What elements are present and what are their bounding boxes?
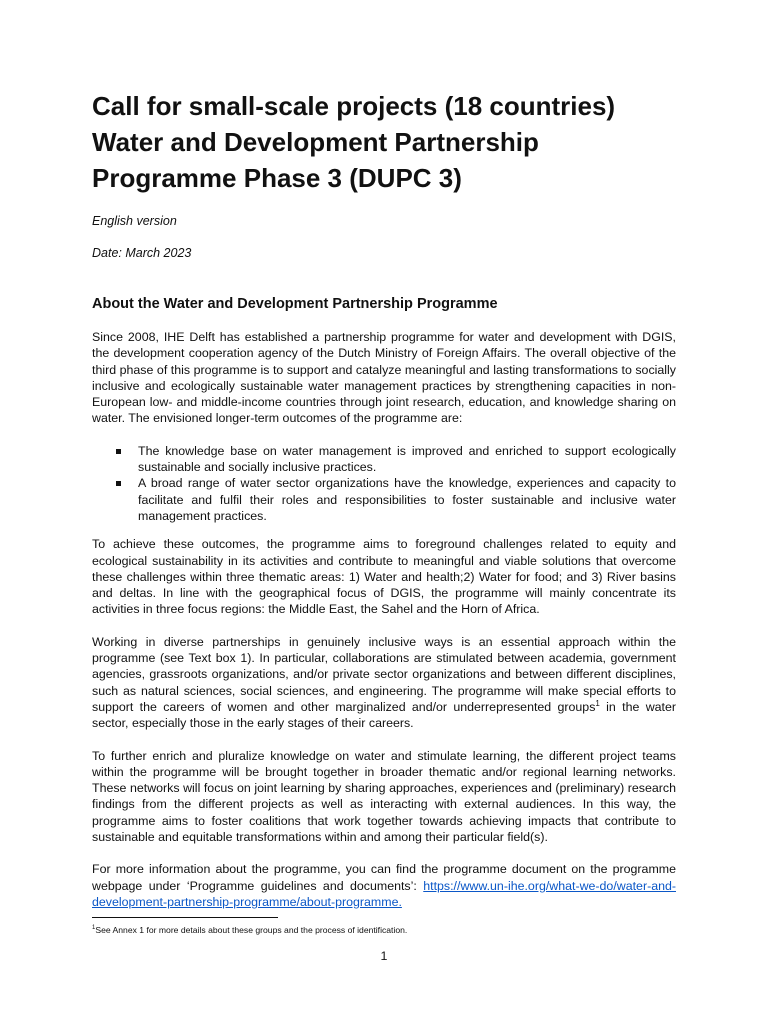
document-page xyxy=(92,88,676,910)
version-label: English version xyxy=(92,214,177,228)
title-line-2: Water and Development Partnership xyxy=(92,127,539,157)
partnerships-text: Working in diverse partnerships in genuinely inclusive ways is an essential approach within the programme (see Text box 1). In particular, collaborations are stimulated between academia, government agencies, grassroots organizations, and/or private sector organizations and between different disciplines, such as natural sciences, social sciences, and engineering. The programme will make special efforts to support the careers of women and other marginalized and/or underrepresented groups xyxy=(92,634,676,714)
footnote xyxy=(92,925,676,936)
page-number: 1 xyxy=(380,949,388,963)
more-info-text: For more information about the programme, you can find the programme document on the programme webpage under ‘Programme guidelines and documents’: xyxy=(92,862,676,893)
list-item xyxy=(138,475,676,524)
footnote-reference[interactable]: 1 xyxy=(595,698,600,708)
list-item xyxy=(138,443,676,476)
bullet-square-icon xyxy=(116,449,121,454)
title-line-1: Call for small-scale projects (18 countries) xyxy=(92,91,616,121)
section-heading: About the Water and Development Partnership Programme xyxy=(92,296,498,312)
partnerships-paragraph xyxy=(92,634,676,732)
title-line-3: Programme Phase 3 (DUPC 3) xyxy=(92,163,462,193)
programme-webpage-link[interactable]: https://www.un-ihe.org/what-we-do/water-and-development-partnership-programme/about-programme. xyxy=(92,878,676,909)
list-item-text: A broad range of water sector organizations have the knowledge, experiences and capacity to facilitate and fulfil their roles and responsibilities to foster sustainable and inclusive water management practices. xyxy=(138,476,676,523)
learning-paragraph: To further enrich and pluralize knowledge on water and stimulate learning, the different project teams within the programme will be brought together in broader thematic and/or regional learning networks. These networks will focus on joint learning by sharing approaches, experiences and (preliminary) research findings from the different projects as well as interacting with external audiences. In this way, the programme aims to foster coalitions that work together towards achieving impacts that contribute to sustainable and equitable transformations within and among their particular field(s). xyxy=(92,748,676,845)
footnote-divider xyxy=(92,917,278,918)
document-title xyxy=(92,88,676,196)
list-item-text: The knowledge base on water management is improved and enriched to support ecologically sustainable and socially inclusive practices. xyxy=(138,443,676,475)
thematic-paragraph: To achieve these outcomes, the programme aims to foreground challenges related to equity and ecological sustainability in its activities and contribute to meaningful and viable solutions that overcome these challenges within three thematic areas: 1) Water and health;2) Water for food; and 3) River basins and deltas. In line with the geographical focus of DGIS, the programme will mainly concentrate its activities in three focus regions: the Middle East, the Sahel and the Horn of Africa. xyxy=(92,537,676,617)
footnote-number: 1 xyxy=(92,925,96,932)
footnote-text: See Annex 1 for more details about these groups and the process of identification. xyxy=(95,925,408,935)
intro-paragraph: Since 2008, IHE Delft has established a partnership programme for water and development with DGIS, the development cooperation agency of the Dutch Ministry of Foreign Affairs. The overall objective of the third phase of this programme is to support and catalyze meaningful and lasting transformations to socially inclusive and ecologically sustainable water management practices by strengthening capacities in non-European low- and middle-income countries through joint research, education, and knowledge sharing on water. The envisioned longer-term outcomes of the programme are: xyxy=(92,330,676,426)
outcomes-list xyxy=(92,443,676,524)
more-info-paragraph xyxy=(92,861,676,910)
partnerships-text-end: in the water sector, especially those in the early stages of their careers. xyxy=(92,699,677,731)
bullet-square-icon xyxy=(116,481,121,486)
date-label: Date: March 2023 xyxy=(92,246,192,260)
